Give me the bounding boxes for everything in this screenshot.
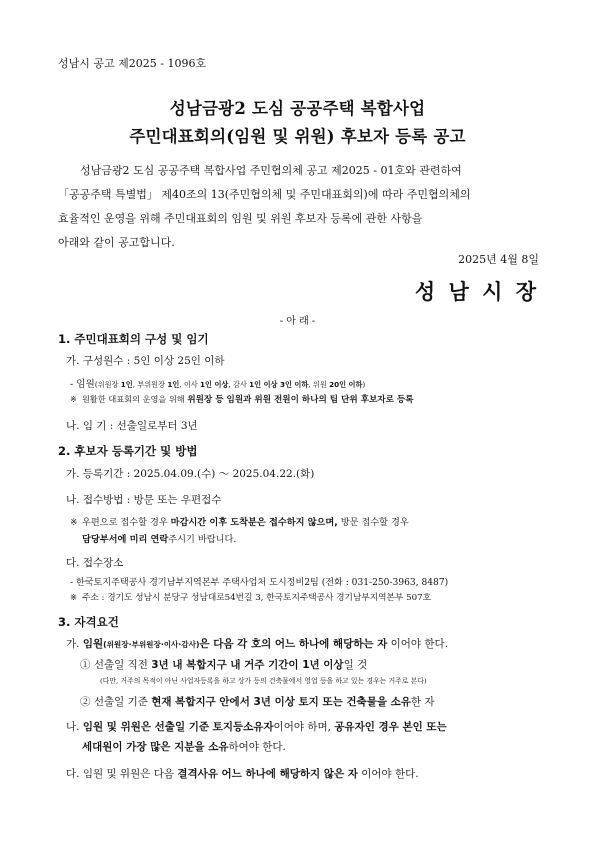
intro-line-3: 효율적인 운영을 위해 주민대표회의 임원 및 위원 후보자 등록에 관한 사항을	[58, 212, 423, 225]
qualification-item-1-note: (다만, 거주의 목적이 아닌 사업자등록을 하고 상가 등의 건축물에서 영업 등을 하고 있는 경우는 거주로 본다)	[100, 677, 427, 685]
item-number-1: ①	[80, 659, 91, 671]
notice-number: 성남시 공고 제2025 - 1096호	[58, 57, 207, 70]
mail-note-continued: 담당부서에 미리 연락주시기 바랍니다.	[82, 534, 237, 545]
submission-method: 나. 접수방법 : 방문 또는 우편접수	[66, 494, 222, 506]
note-mark-icon: ※	[70, 593, 78, 603]
disqualification: 다. 임원 및 위원은 다음 결격사유 어느 하나에 해당하지 않은 자 이어야 한다.	[66, 768, 419, 780]
team-note: ※ 원활한 대표회의 운영을 위해 위원장 등 임원과 위원 전원이 하나의 팀 단위 후보자로 등록	[70, 394, 414, 405]
submission-address: ※ 주소 : 경기도 성남시 분당구 성남대로54번길 3, 한국토지주택공사 경기남부지역본부 507호	[70, 593, 432, 603]
issuer-name: 성 남 시 장	[414, 279, 539, 304]
section-1-heading: 1. 주민대표회의 구성 및 임기	[58, 332, 209, 346]
section-3-heading: 3. 자격요건	[58, 615, 119, 629]
member-qualification: 나. 임원 및 위원은 선출일 기준 토지등소유자이어야 하며, 공유자인 경우 본인 또는	[66, 721, 447, 733]
submission-place-label: 다. 접수장소	[66, 557, 124, 569]
member-label: - 임원	[70, 379, 95, 390]
submission-place: - 한국토지주택공사 경기남부지역본부 주택사업처 도시정비2팀 (전화 : 031-250-3963, 8487)	[70, 578, 449, 588]
note-mark-icon: ※	[70, 517, 78, 528]
member-composition: - 임원(위원장 1인, 부위원장 1인, 이사 1인 이상, 감사 1인 이상 3인 이하, 위원 20인 이하)	[70, 379, 366, 390]
title-line-2: 주민대표회의(임원 및 위원) 후보자 등록 공고	[129, 127, 466, 146]
member-count: 가. 구성원수 : 5인 이상 25인 이하	[66, 355, 225, 367]
section-2-heading: 2. 후보자 등록기간 및 방법	[58, 444, 198, 458]
intro-line-2: 「공공주택 특별법」 제40조의 13(주민협의체 및 주민대표회의)에 따라 주민협의체의	[58, 188, 471, 201]
intro-line-4: 아래와 같이 공고합니다.	[58, 236, 175, 249]
mail-note: ※ 우편으로 접수할 경우 마감시간 이후 도착분은 접수하지 않으며, 방문 접수할 경우	[70, 517, 409, 528]
officer-qualification: 가. 임원(위원장·부위원장·이사·감사)은 다음 각 호의 어느 하나에 해당하는 자 이어야 한다.	[66, 638, 449, 650]
below-marker: - 아 래 -	[279, 316, 316, 327]
member-qualification-continued: 세대원이 가장 많은 지분을 소유하여야 한다.	[82, 741, 286, 753]
item-number-2: ②	[80, 696, 91, 708]
term-of-office: 나. 임 기 : 선출일로부터 3년	[66, 420, 198, 432]
title-line-1: 성남금광2 도심 공공주택 복합사업	[169, 99, 426, 118]
note-mark-icon: ※	[70, 394, 77, 404]
intro-line-1: 성남금광2 도심 공공주택 복합사업 주민협의체 공고 제2025 - 01호와 관련하여	[80, 164, 462, 177]
registration-period: 가. 등록기간 : 2025.04.09.(수) ～ 2025.04.22.(화)	[66, 468, 315, 480]
notice-date: 2025년 4월 8일	[458, 253, 539, 266]
qualification-item-1: ① 선출일 직전 3년 내 복합지구 내 거주 기간이 1년 이상일 것	[80, 659, 368, 671]
qualification-item-2: ② 선출일 기준 현재 복합지구 안에서 3년 이상 토지 또는 건축물을 소유한 자	[80, 696, 435, 708]
